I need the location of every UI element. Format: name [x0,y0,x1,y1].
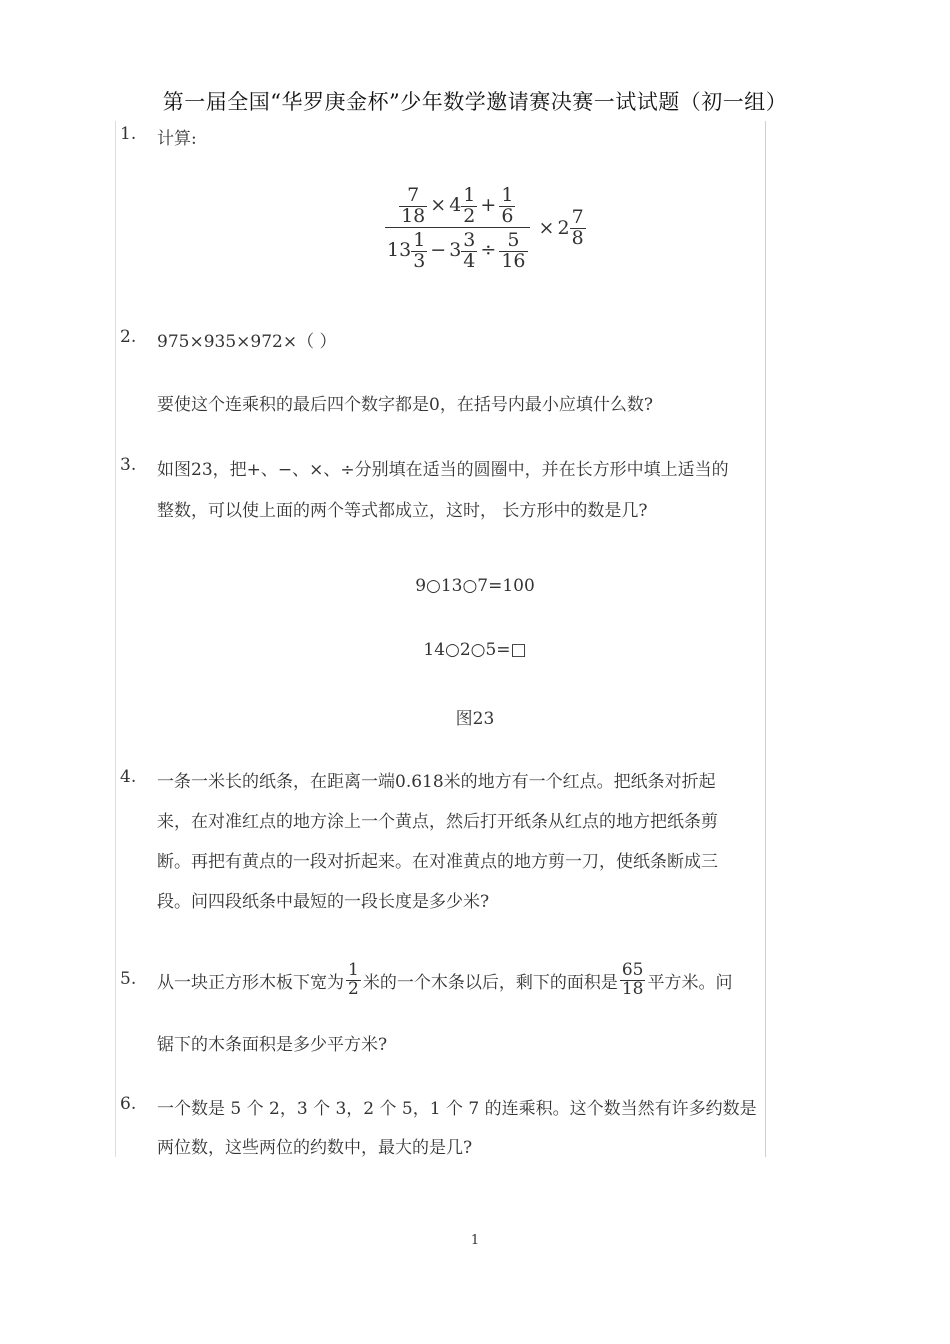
q6-line-2: 两位数，这些两位的约数中，最大的是几? [157,1138,473,1158]
frame-left-border [115,121,116,1157]
page-number: 1 [470,1233,480,1248]
q6-line-1: 一个数是 5 个 2，3 个 3，2 个 5，1 个 7 的连乘积。这个数当然有许多约数是 [157,1099,757,1119]
q3-line-2: 整数，可以使上面的两个等式都成立，这时， 长方形中的数是几? [157,501,648,521]
q1-text: 计算: [157,129,197,149]
q4-line-2: 来，在对准红点的地方涂上一个黄点，然后打开纸条从红点的地方把纸条剪 [157,812,718,832]
q3-line-1: 如图23，把+、−、×、÷分别填在适当的圆圈中，并在长方形中填上适当的 [157,460,729,480]
q4-line-1: 一条一米长的纸条，在距离一端0.618米的地方有一个红点。把纸条对折起 [157,772,716,792]
q5-line-2: 锯下的木条面积是多少平方米? [157,1035,388,1055]
q3-figure-caption: 图23 [455,709,495,729]
q4-line-4: 段。问四段纸条中最短的一段长度是多少米? [157,892,490,912]
q3-equation-1: 9○13○7=100 [415,576,535,596]
q6-number: 6. [120,1094,137,1114]
q4-number: 4. [120,767,137,787]
q1-number: 1. [120,124,137,144]
page-title: 第一届全国“华罗庚金杯”少年数学邀请赛决赛一试试题（初一组） [162,90,788,114]
q3-number: 3. [120,455,137,475]
q3-equation-2: 14○2○5=□ [423,640,527,660]
q5-number: 5. [120,969,137,989]
q1-formula: $\frac{7}{18}$ × 4 $\frac{1}{2}$ + $\frac{1}{6}$ 13 $\frac{1}{3}$ − 3 $\frac{3}{4}$ ÷ $\frac{5}{16}$ × 2 $\frac{7}{8}$ [387,184,584,272]
q2-number: 2. [120,327,137,347]
q4-line-3: 断。再把有黄点的一段对折起来。在对准黄点的地方剪一刀，使纸条断成三 [157,852,718,872]
q2-text: 要使这个连乘积的最后四个数字都是0，在括号内最小应填什么数? [157,395,653,415]
q5-line-1: 从一块正方形木板下宽为 $\frac{1}{2}$ 米的一个木条以后，剩下的面积是 $\frac{65}{18}$ 平方米。问 [157,959,733,999]
frame-right-border [765,121,766,1157]
q2-expression: 975×935×972×（ ） [157,332,337,352]
